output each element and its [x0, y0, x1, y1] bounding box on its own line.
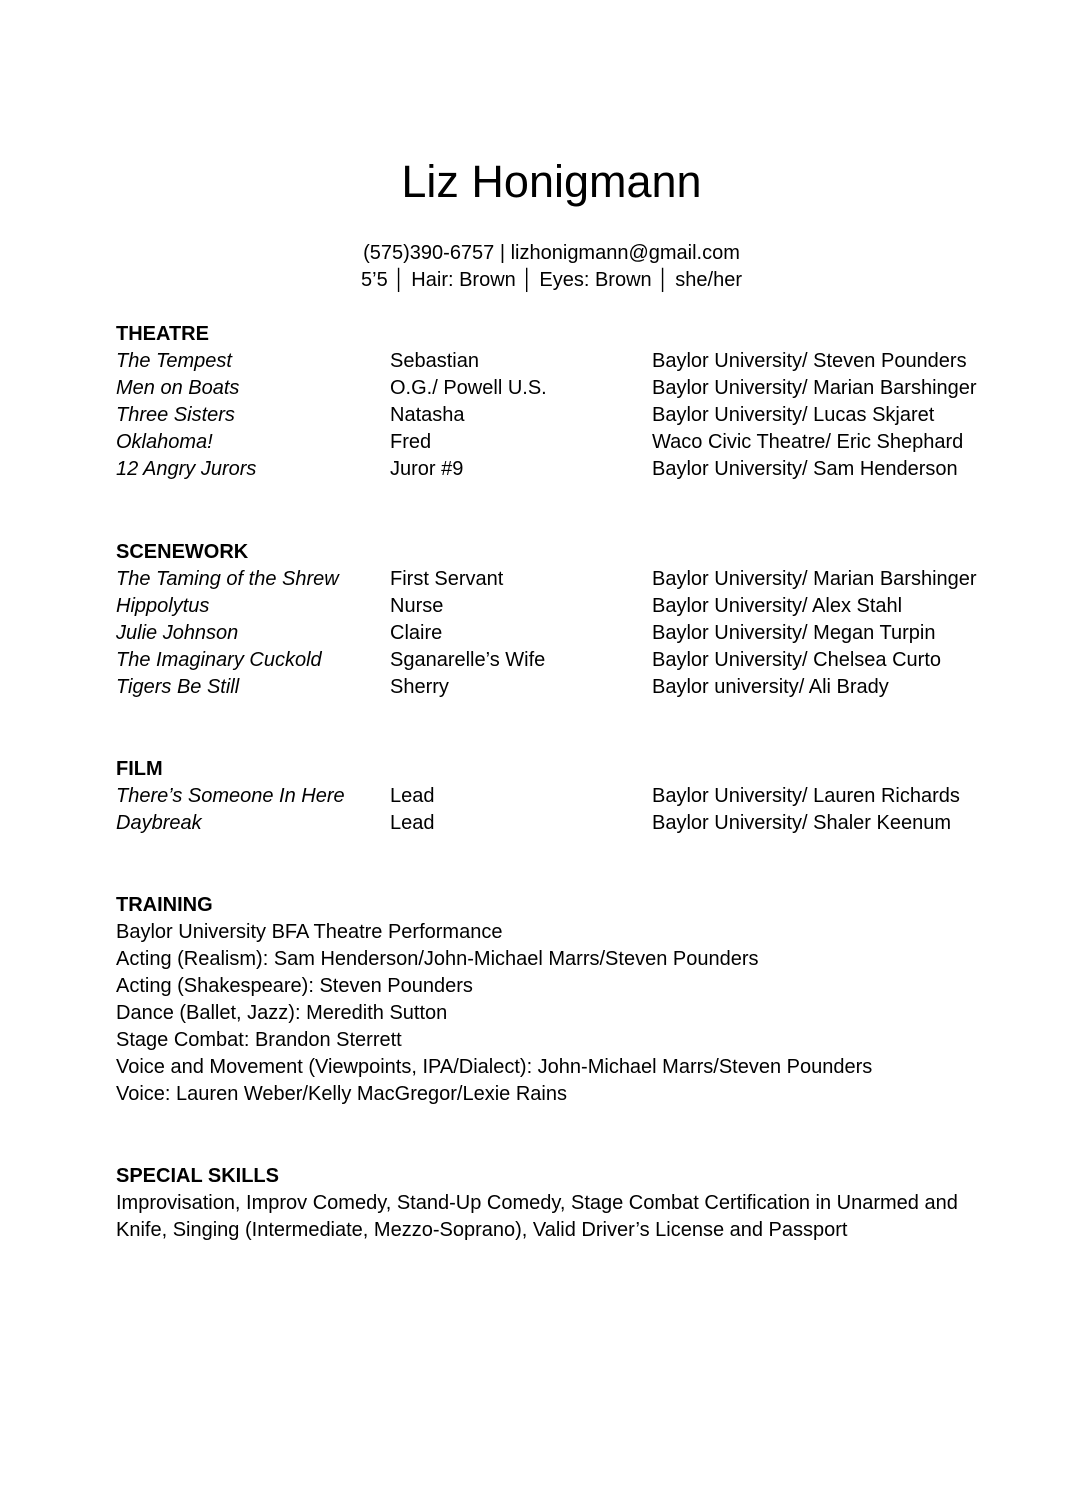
credit-role: First Servant: [390, 568, 504, 590]
credit-row: [116, 593, 1016, 620]
training-item: Baylor University BFA Theatre Performance: [116, 921, 503, 943]
credit-title: Julie Johnson: [116, 622, 239, 644]
training-item: Stage Combat: Brandon Sterrett: [116, 1029, 402, 1051]
credit-role: Sganarelle’s Wife: [390, 649, 546, 671]
theatre-section: [116, 321, 1016, 483]
credit-row: [116, 456, 1016, 483]
theatre-heading: THEATRE: [116, 323, 209, 345]
credit-row: [116, 674, 1016, 701]
training-heading: TRAINING: [116, 894, 213, 916]
credit-title: The Taming of the Shrew: [116, 568, 339, 590]
credit-row: [116, 620, 1016, 647]
scenework-heading: SCENEWORK: [116, 541, 249, 563]
credit-role: Juror #9: [390, 458, 464, 480]
credit-title: Tigers Be Still: [116, 676, 240, 698]
credit-row: [116, 566, 1016, 593]
credit-title: Oklahoma!: [116, 431, 213, 453]
credit-company: Baylor University/ Chelsea Curto: [652, 649, 941, 671]
credit-title: The Imaginary Cuckold: [116, 649, 322, 671]
special-skills-text: Improvisation, Improv Comedy, Stand-Up Comedy, Stage Combat Certification in Unarmed and Knife, Singing (Intermediate, Mezzo-Soprano), Valid Driver’s License and Passport: [116, 1192, 958, 1241]
credit-title: The Tempest: [116, 350, 232, 372]
training-item: Voice: Lauren Weber/Kelly MacGregor/Lexie Rains: [116, 1083, 567, 1105]
credit-row: [116, 783, 1016, 810]
credit-title: Hippolytus: [116, 595, 210, 617]
credit-company: Baylor University/ Alex Stahl: [652, 595, 903, 617]
credit-role: Sebastian: [390, 350, 479, 372]
contact-line: (575)390-6757 | lizhonigmann@gmail.com: [363, 242, 740, 264]
training-item: Acting (Shakespeare): Steven Pounders: [116, 975, 473, 997]
credit-role: Lead: [390, 812, 435, 834]
credit-title: Daybreak: [116, 812, 202, 834]
physical-stats-line: 5’5 │ Hair: Brown │ Eyes: Brown │ she/her: [361, 269, 742, 291]
credit-company: Waco Civic Theatre/ Eric Shephard: [652, 431, 964, 453]
special-skills-section: [116, 1163, 1016, 1244]
credit-role: Nurse: [390, 595, 444, 617]
credit-company: Baylor University/ Marian Barshinger: [652, 377, 977, 399]
credit-company: Baylor University/ Megan Turpin: [652, 622, 936, 644]
credit-company: Baylor University/ Sam Henderson: [652, 458, 958, 480]
credit-company: Baylor University/ Lucas Skjaret: [652, 404, 935, 426]
credit-role: Fred: [390, 431, 432, 453]
training-item: Acting (Realism): Sam Henderson/John-Michael Marrs/Steven Pounders: [116, 948, 759, 970]
credit-title: Three Sisters: [116, 404, 235, 426]
credit-company: Baylor University/ Marian Barshinger: [652, 568, 977, 590]
credit-company: Baylor University/ Shaler Keenum: [652, 812, 952, 834]
credit-row: [116, 375, 1016, 402]
credit-role: Natasha: [390, 404, 465, 426]
training-item: Voice and Movement (Viewpoints, IPA/Dialect): John-Michael Marrs/Steven Pounders: [116, 1056, 873, 1078]
credit-company: Baylor university/ Ali Brady: [652, 676, 889, 698]
credit-title: 12 Angry Jurors: [116, 458, 257, 480]
scenework-section: [116, 539, 1016, 701]
credit-company: Baylor University/ Lauren Richards: [652, 785, 960, 807]
training-list: [116, 919, 1016, 1108]
credit-title: Men on Boats: [116, 377, 240, 399]
scenework-credits: [116, 566, 1016, 701]
resume-name: Liz Honigmann: [401, 156, 702, 207]
credit-role: Sherry: [390, 676, 449, 698]
training-item: Dance (Ballet, Jazz): Meredith Sutton: [116, 1002, 448, 1024]
credit-row: [116, 810, 1016, 837]
credit-role: O.G./ Powell U.S.: [390, 377, 547, 399]
credit-company: Baylor University/ Steven Pounders: [652, 350, 967, 372]
training-section: [116, 892, 1016, 1108]
credit-role: Lead: [390, 785, 435, 807]
credit-row: [116, 647, 1016, 674]
film-credits: [116, 783, 1016, 837]
credit-title: There’s Someone In Here: [116, 785, 345, 807]
film-section: [116, 756, 1016, 837]
credit-role: Claire: [390, 622, 443, 644]
credit-row: [116, 402, 1016, 429]
credit-row: [116, 429, 1016, 456]
theatre-credits: [116, 348, 1016, 483]
credit-row: [116, 348, 1016, 375]
film-heading: FILM: [116, 758, 163, 780]
special-skills-heading: SPECIAL SKILLS: [116, 1165, 279, 1187]
